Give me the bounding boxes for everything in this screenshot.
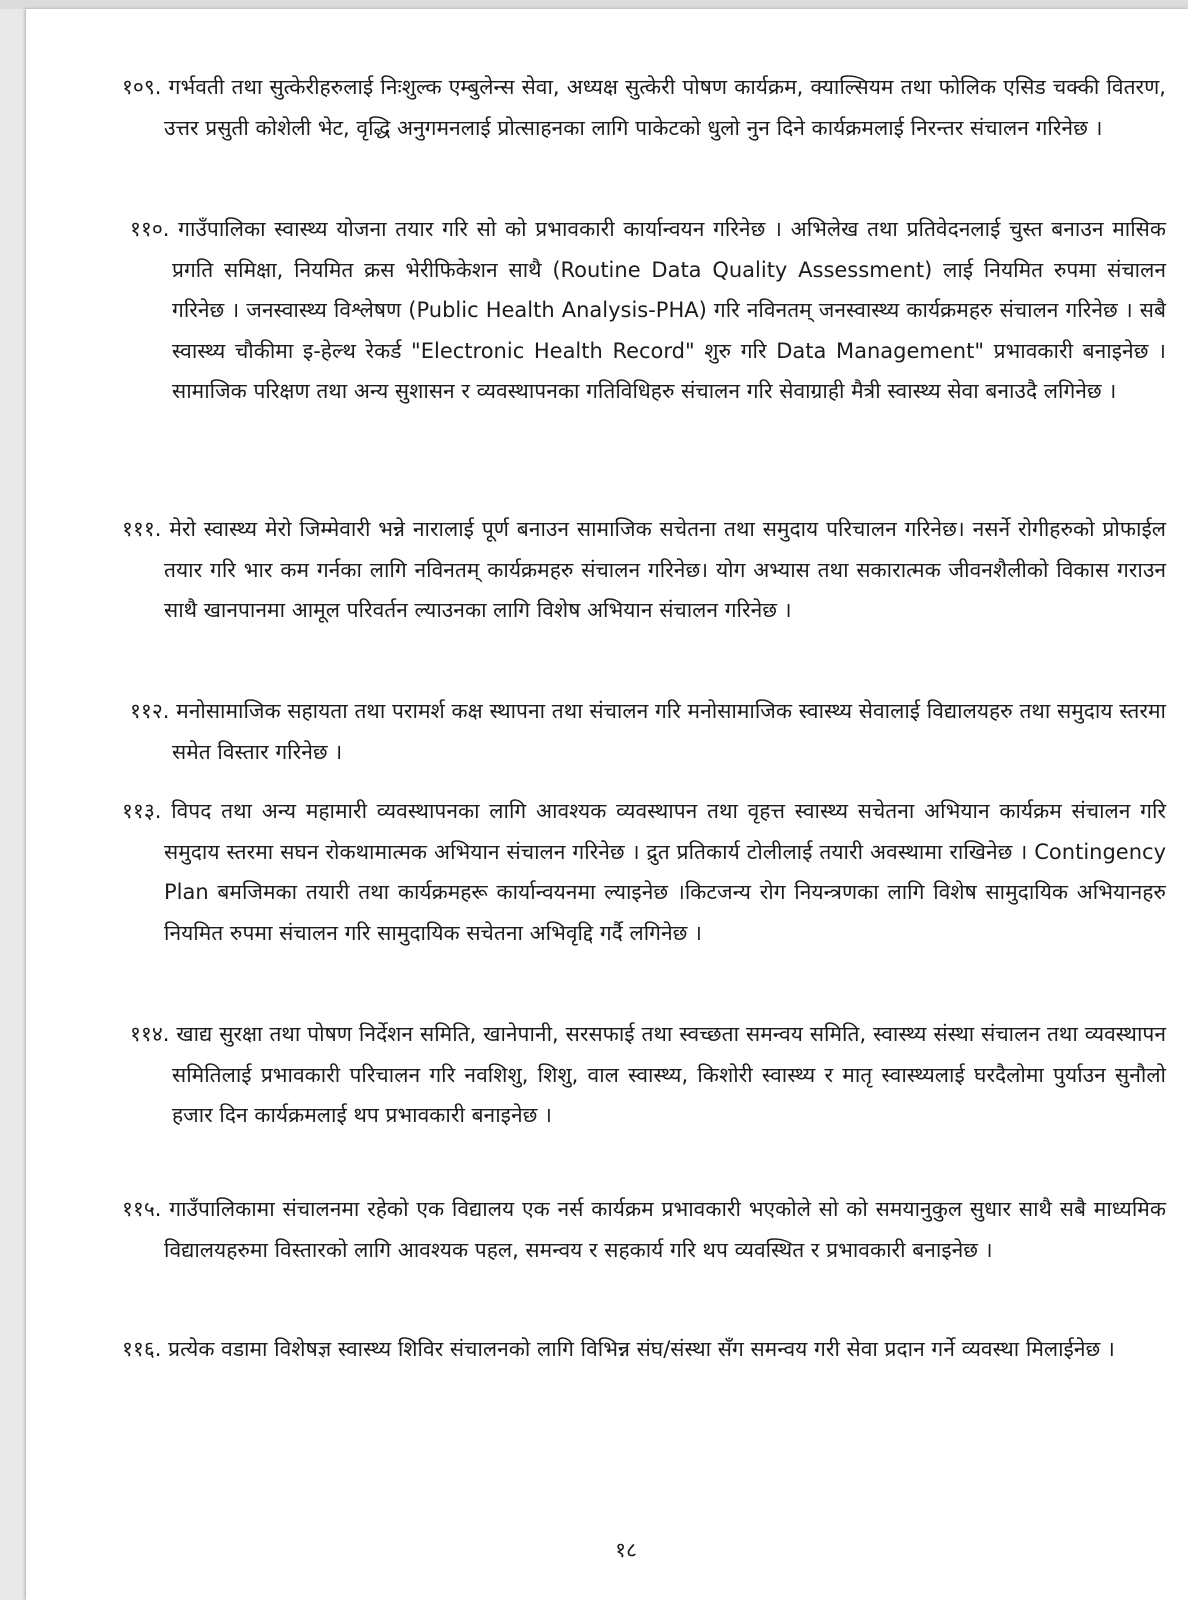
paragraph-116 (122, 1329, 1166, 1370)
paragraph-text: गाउँपालिका स्वास्थ्य योजना तयार गरि सो को प्रभावकारी कार्यान्वयन गरिनेछ । अभिलेख तथा प्रतिवेदनलाई चुस्त बनाउन मासिक प्रगति समिक्षा, नियमित क्रस भेरीफिकेशन साथै (Routine Data Quality Assessment) लाई नियमित रुपमा संचालन गरिनेछ । जनस्वास्थ्य विश्लेषण (Public Health Analysis-PHA) गरि नविनतम् जनस्वास्थ्य कार्यक्रमहरु संचालन गरिनेछ । सबै स्वास्थ्य चौकीमा इ-हेल्थ रेकर्ड "Electronic Health Record" शुरु गरि Data Management" प्रभावकारी बनाइनेछ । सामाजिक परिक्षण तथा अन्य सुशासन र व्यवस्थापनका गतिविधिहरु संचालन गरि सेवाग्राही मैत्री स्वास्थ्य सेवा बनाउदै लगिनेछ । (172, 217, 1166, 403)
paragraph-number: ११२. (130, 699, 170, 723)
paragraph-text: गर्भवती तथा सुत्केरीहरुलाई निःशुल्क एम्बुलेन्स सेवा, अध्यक्ष सुत्केरी पोषण कार्यक्रम, क्याल्सियम तथा फोलिक एसिड चक्की वितरण, उत्तर प्रसुती कोशेली भेट, वृद्धि अनुगमनलाई प्रोत्साहनका लागि पाकेटको धुलो नुन दिने कार्यक्रमलाई निरन्तर संचालन गरिनेछ । (164, 75, 1166, 140)
paragraph-text: गाउँपालिकामा संचालनमा रहेको एक विद्यालय एक नर्स कार्यक्रम प्रभावकारी भएकोले सो को समयानुकुल सुधार साथै सबै माध्यमिक विद्यालयहरुमा विस्तारको लागि आवश्यक पहल, समन्वय र सहकार्य गरि थप व्यवस्थित र प्रभावकारी बनाइनेछ । (164, 1197, 1166, 1262)
paragraph-text: मनोसामाजिक सहायता तथा परामर्श कक्ष स्थापना तथा संचालन गरि मनोसामाजिक स्वास्थ्य सेवालाई विद्यालयहरु तथा समुदाय स्तरमा समेत विस्तार गरिनेछ । (172, 699, 1166, 764)
paragraph-110 (130, 209, 1166, 412)
document-page (26, 9, 1188, 1600)
paragraph-number: १०९. (122, 75, 162, 99)
paragraph-112 (130, 691, 1166, 772)
paragraph-number: ११३. (122, 799, 162, 823)
page-number: १८ (615, 1538, 637, 1562)
paragraph-text: प्रत्येक वडामा विशेषज्ञ स्वास्थ्य शिविर संचालनको लागि विभिन्न संघ/संस्था सँग समन्वय गरी सेवा प्रदान गर्ने व्यवस्था मिलाईनेछ । (168, 1337, 1115, 1361)
paragraph-109 (122, 67, 1166, 148)
paragraph-number: ११०. (130, 217, 170, 241)
paragraph-111 (122, 509, 1166, 631)
paragraph-number: ११५. (122, 1197, 162, 1221)
paragraph-number: १११. (122, 517, 162, 541)
paragraph-text: खाद्य सुरक्षा तथा पोषण निर्देशन समिति, खानेपानी, सरसफाई तथा स्वच्छता समन्वय समिति, स्वास्थ्य संस्था संचालन तथा व्यवस्थापन समितिलाई प्रभावकारी परिचालन गरि नवशिशु, शिशु, वाल स्वास्थ्य, किशोरी स्वास्थ्य र मातृ स्वास्थ्यलाई घरदैलोमा पुर्याउन सुनौलो हजार दिन कार्यक्रमलाई थप प्रभावकारी बनाइनेछ । (172, 1022, 1166, 1127)
paragraph-113 (122, 791, 1166, 953)
paragraph-115 (122, 1189, 1166, 1270)
paragraph-114 (130, 1014, 1166, 1136)
paragraph-text: मेरो स्वास्थ्य मेरो जिम्मेवारी भन्ने नारालाई पूर्ण बनाउन सामाजिक सचेतना तथा समुदाय परिचालन गरिनेछ। नसर्ने रोगीहरुको प्रोफाईल तयार गरि भार कम गर्नका लागि नविनतम् कार्यक्रमहरु संचालन गरिनेछ। योग अभ्यास तथा सकारात्मक जीवनशैलीको विकास गराउन साथै खानपानमा आमूल परिवर्तन ल्याउनका लागि विशेष अभियान संचालन गरिनेछ । (164, 517, 1166, 622)
paragraph-number: ११६. (122, 1337, 162, 1361)
paragraph-text: विपद तथा अन्य महामारी व्यवस्थापनका लागि आवश्यक व्यवस्थापन तथा वृहत्त स्वास्थ्य सचेतना अभियान कार्यक्रम संचालन गरि समुदाय स्तरमा सघन रोकथामात्मक अभियान संचालन गरिनेछ । द्रुत प्रतिकार्य टोलीलाई तयारी अवस्थामा राखिनेछ । Contingency Plan बमजिमका तयारी तथा कार्यक्रमहरू कार्यान्वयनमा ल्याइनेछ ।किटजन्य रोग नियन्त्रणका लागि विशेष सामुदायिक अभियानहरु नियमित रुपमा संचालन गरि सामुदायिक सचेतना अभिवृद्दि गर्दै लगिनेछ । (164, 799, 1166, 945)
viewer-top-edge (0, 0, 1188, 9)
paragraph-number: ११४. (130, 1022, 170, 1046)
